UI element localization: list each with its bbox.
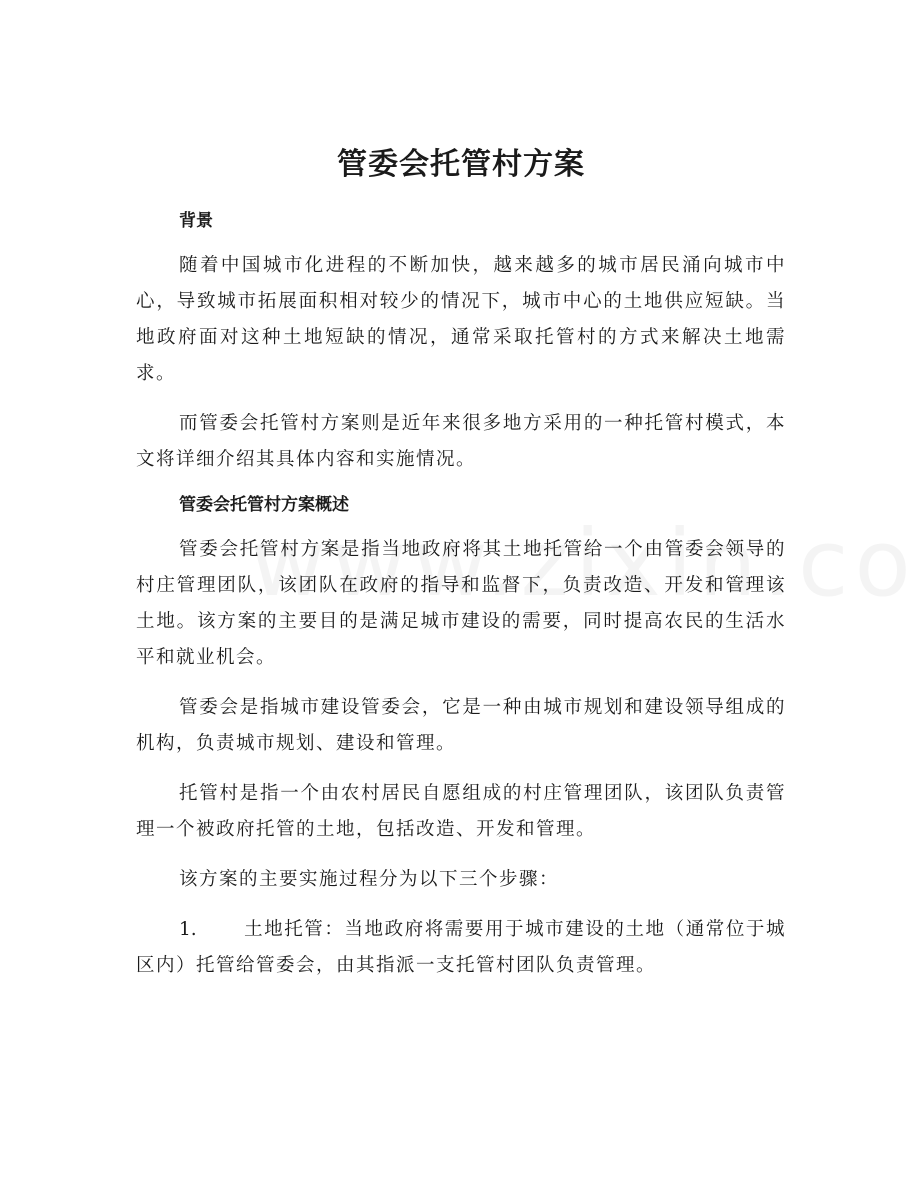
list-text: 土地托管：当地政府将需要用于城市建设的土地（通常位于城区内）托管给管委会，由其指派一支托管村团队负责管理。 <box>136 919 786 976</box>
paragraph: 管委会是指城市建设管委会，它是一种由城市规划和建设领导组成的机构，负责城市规划、建设和管理。 <box>136 697 786 754</box>
list-item <box>136 912 786 984</box>
paragraph: 随着中国城市化进程的不断加快，越来越多的城市居民涌向城市中心，导致城市拓展面积相对较少的情况下，城市中心的土地供应短缺。当地政府面对这种土地短缺的情况，通常采取托管村的方式来解决土地需求。 <box>136 255 786 384</box>
paragraph: 而管委会托管村方案则是近年来很多地方采用的一种托管村模式，本文将详细介绍其具体内容和实施情况。 <box>136 413 786 470</box>
section-heading-overview: 管委会托管村方案概述 <box>179 495 349 515</box>
section-heading-background: 背景 <box>179 211 213 231</box>
paragraph: 托管村是指一个由农村居民自愿组成的村庄管理团队，该团队负责管理一个被政府托管的土地，包括改造、开发和管理。 <box>136 783 786 840</box>
paragraph: 该方案的主要实施过程分为以下三个步骤： <box>179 869 560 890</box>
document-title: 管委会托管村方案 <box>337 147 585 182</box>
document-content <box>136 140 786 984</box>
paragraph: 管委会托管村方案是指当地政府将其土地托管给一个由管委会领导的村庄管理团队，该团队在政府的指导和监督下，负责改造、开发和管理该土地。该方案的主要目的是满足城市建设的需要，同时提高农民的生活水平和就业机会。 <box>136 539 786 668</box>
list-number: 1. <box>179 919 197 940</box>
